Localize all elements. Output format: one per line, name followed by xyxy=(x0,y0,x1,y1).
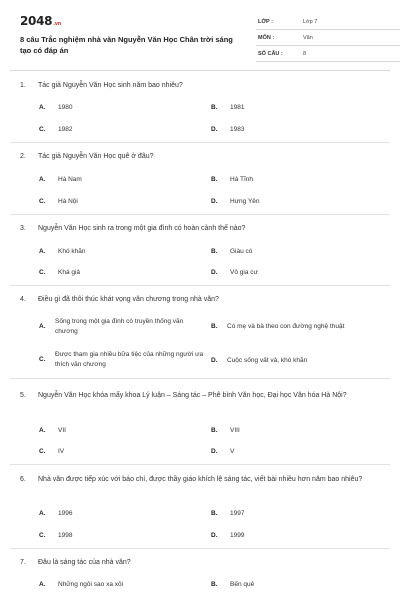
option-letter: B. xyxy=(211,427,218,434)
site-logo[interactable] xyxy=(20,14,61,28)
option-letter: A. xyxy=(39,323,46,330)
page-title: 8 câu Trắc nghiệm nhà văn Nguyễn Văn Học Chân trời sáng tạo có đáp án xyxy=(20,35,233,55)
option-c[interactable] xyxy=(39,125,72,135)
question-label: Nguyễn Văn Học sinh ra trong một gia đình có hoàn cảnh thế nào? xyxy=(38,225,246,232)
option-d[interactable] xyxy=(211,197,260,207)
meta-subject-value: Văn xyxy=(303,35,313,41)
option-text: VII xyxy=(58,427,66,434)
option-text: Được tham gia nhiều bữa tiệc của những người ưa thích văn chương xyxy=(55,351,204,368)
option-c[interactable] xyxy=(39,350,209,370)
option-c[interactable] xyxy=(39,531,72,541)
question-5 xyxy=(20,390,382,455)
option-letter: B. xyxy=(211,104,218,111)
option-text: 1981 xyxy=(230,104,245,111)
option-text: 1997 xyxy=(230,510,245,517)
question-divider xyxy=(10,214,390,215)
option-a[interactable] xyxy=(39,580,123,590)
option-text: IV xyxy=(58,448,65,455)
option-a[interactable] xyxy=(39,317,199,337)
option-letter: A. xyxy=(39,581,46,588)
question-label: Điều gì đã thôi thúc khát vọng văn chương trong nhà văn? xyxy=(38,296,219,303)
question-text xyxy=(20,223,382,234)
option-b[interactable] xyxy=(211,175,253,185)
logo-suffix: .vn xyxy=(53,21,62,27)
option-d[interactable] xyxy=(211,125,244,135)
question-7 xyxy=(20,557,382,588)
question-label: Tác giả Nguyễn Văn Học sinh năm bao nhiêu? xyxy=(38,82,183,89)
option-a[interactable] xyxy=(39,509,72,519)
question-2 xyxy=(20,151,382,205)
option-b[interactable] xyxy=(211,580,254,590)
option-letter: A. xyxy=(39,176,46,183)
option-text: Hưng Yên xyxy=(230,198,260,205)
option-b[interactable] xyxy=(211,426,240,436)
option-letter: A. xyxy=(39,510,46,517)
option-a[interactable] xyxy=(39,103,72,113)
question-number: 4. xyxy=(20,296,26,303)
header-divider xyxy=(10,70,390,71)
question-number: 2. xyxy=(20,153,26,160)
option-letter: B. xyxy=(211,510,218,517)
question-text xyxy=(20,390,382,401)
option-d[interactable] xyxy=(211,268,258,278)
option-text: Có mẹ và bà theo con đường nghệ thuật xyxy=(227,323,345,330)
option-b[interactable] xyxy=(211,247,252,257)
question-number: 7. xyxy=(20,559,26,566)
option-letter: D. xyxy=(211,126,218,133)
question-number: 6. xyxy=(20,476,26,483)
question-divider xyxy=(10,548,390,549)
question-4 xyxy=(20,294,382,368)
option-letter: A. xyxy=(39,427,46,434)
option-letter: B. xyxy=(211,176,218,183)
header xyxy=(20,14,382,58)
option-letter: A. xyxy=(39,104,46,111)
option-letter: B. xyxy=(211,581,218,588)
question-text xyxy=(20,474,382,485)
question-text xyxy=(20,151,382,162)
option-a[interactable] xyxy=(39,426,66,436)
option-text: 1982 xyxy=(58,126,73,133)
question-divider xyxy=(10,464,390,465)
option-text: Cuộc sống vất vả, khó khăn xyxy=(227,357,308,364)
option-a[interactable] xyxy=(39,247,85,257)
question-label: Nhà văn được tiếp xúc với báo chí, được thầy giáo khích lệ sáng tác, viết bài nhiều hơn năm bao nhiêu? xyxy=(38,476,363,483)
option-text: Khá giả xyxy=(58,269,81,276)
option-letter: D. xyxy=(211,448,218,455)
question-label: Đâu là sáng tác của nhà văn? xyxy=(38,559,131,566)
question-3 xyxy=(20,223,382,276)
meta-count-label: SỐ CÂU : xyxy=(258,51,283,57)
question-divider xyxy=(10,378,390,379)
option-c[interactable] xyxy=(39,447,64,457)
meta-class-label: LỚP : xyxy=(258,19,273,25)
option-letter: C. xyxy=(39,198,46,205)
question-label: Tác giả Nguyễn Văn Học quê ở đâu? xyxy=(38,153,154,160)
option-text: Hà Tĩnh xyxy=(230,176,254,183)
meta-info xyxy=(256,16,400,64)
question-text xyxy=(20,294,382,305)
option-text: 1999 xyxy=(230,532,245,539)
option-d[interactable] xyxy=(211,531,244,541)
meta-subject xyxy=(256,32,400,46)
option-letter: D. xyxy=(211,198,218,205)
option-letter: D. xyxy=(211,532,218,539)
option-d[interactable] xyxy=(211,447,234,457)
question-divider xyxy=(10,285,390,286)
option-c[interactable] xyxy=(39,197,78,207)
option-a[interactable] xyxy=(39,175,82,185)
question-text xyxy=(20,80,382,91)
option-text: Giàu có xyxy=(230,248,253,255)
question-divider xyxy=(10,142,390,143)
meta-class-value: Lớp 7 xyxy=(303,19,318,25)
option-letter: C. xyxy=(39,126,46,133)
question-number: 1. xyxy=(20,82,26,89)
option-letter: D. xyxy=(211,269,218,276)
option-letter: C. xyxy=(39,532,46,539)
option-text: 1980 xyxy=(58,104,73,111)
option-text: Vô gia cư xyxy=(230,269,258,276)
option-letter: C. xyxy=(39,356,46,363)
option-letter: B. xyxy=(211,323,218,330)
option-letter: A. xyxy=(39,248,46,255)
meta-count-value: 8 xyxy=(303,51,307,57)
option-text: Khó khăn xyxy=(58,248,86,255)
question-number: 3. xyxy=(20,225,26,232)
option-text: Bến quê xyxy=(230,581,255,588)
option-text: Những ngôi sao xa xôi xyxy=(58,581,124,588)
option-text: 1983 xyxy=(230,126,245,133)
option-c[interactable] xyxy=(39,268,80,278)
option-b[interactable] xyxy=(211,103,244,113)
meta-count xyxy=(256,48,400,62)
question-label: Nguyễn Văn Học khóa mấy khoa Lý luận – Sáng tác – Phê bình Văn học, Đại học Văn hóa Hà Nội? xyxy=(38,392,347,399)
option-b[interactable] xyxy=(211,322,391,332)
option-letter: B. xyxy=(211,248,218,255)
question-number: 5. xyxy=(20,392,26,399)
option-b[interactable] xyxy=(211,509,244,519)
option-text: Hà Nam xyxy=(58,176,82,183)
logo-text: 2048 xyxy=(20,14,53,28)
option-text: V xyxy=(230,448,235,455)
option-text: 1996 xyxy=(58,510,73,517)
question-6 xyxy=(20,474,382,539)
question-text xyxy=(20,557,382,568)
option-text: 1998 xyxy=(58,532,73,539)
option-text: VIII xyxy=(230,427,240,434)
option-d[interactable] xyxy=(211,356,391,366)
meta-class xyxy=(256,16,400,30)
option-letter: D. xyxy=(211,357,218,364)
option-letter: C. xyxy=(39,448,46,455)
option-letter: C. xyxy=(39,269,46,276)
option-text: Hà Nội xyxy=(58,198,78,205)
option-text: Sống trong một gia đình có truyền thống văn chương xyxy=(55,318,184,335)
question-1 xyxy=(20,80,382,133)
meta-subject-label: MÔN : xyxy=(258,35,275,41)
